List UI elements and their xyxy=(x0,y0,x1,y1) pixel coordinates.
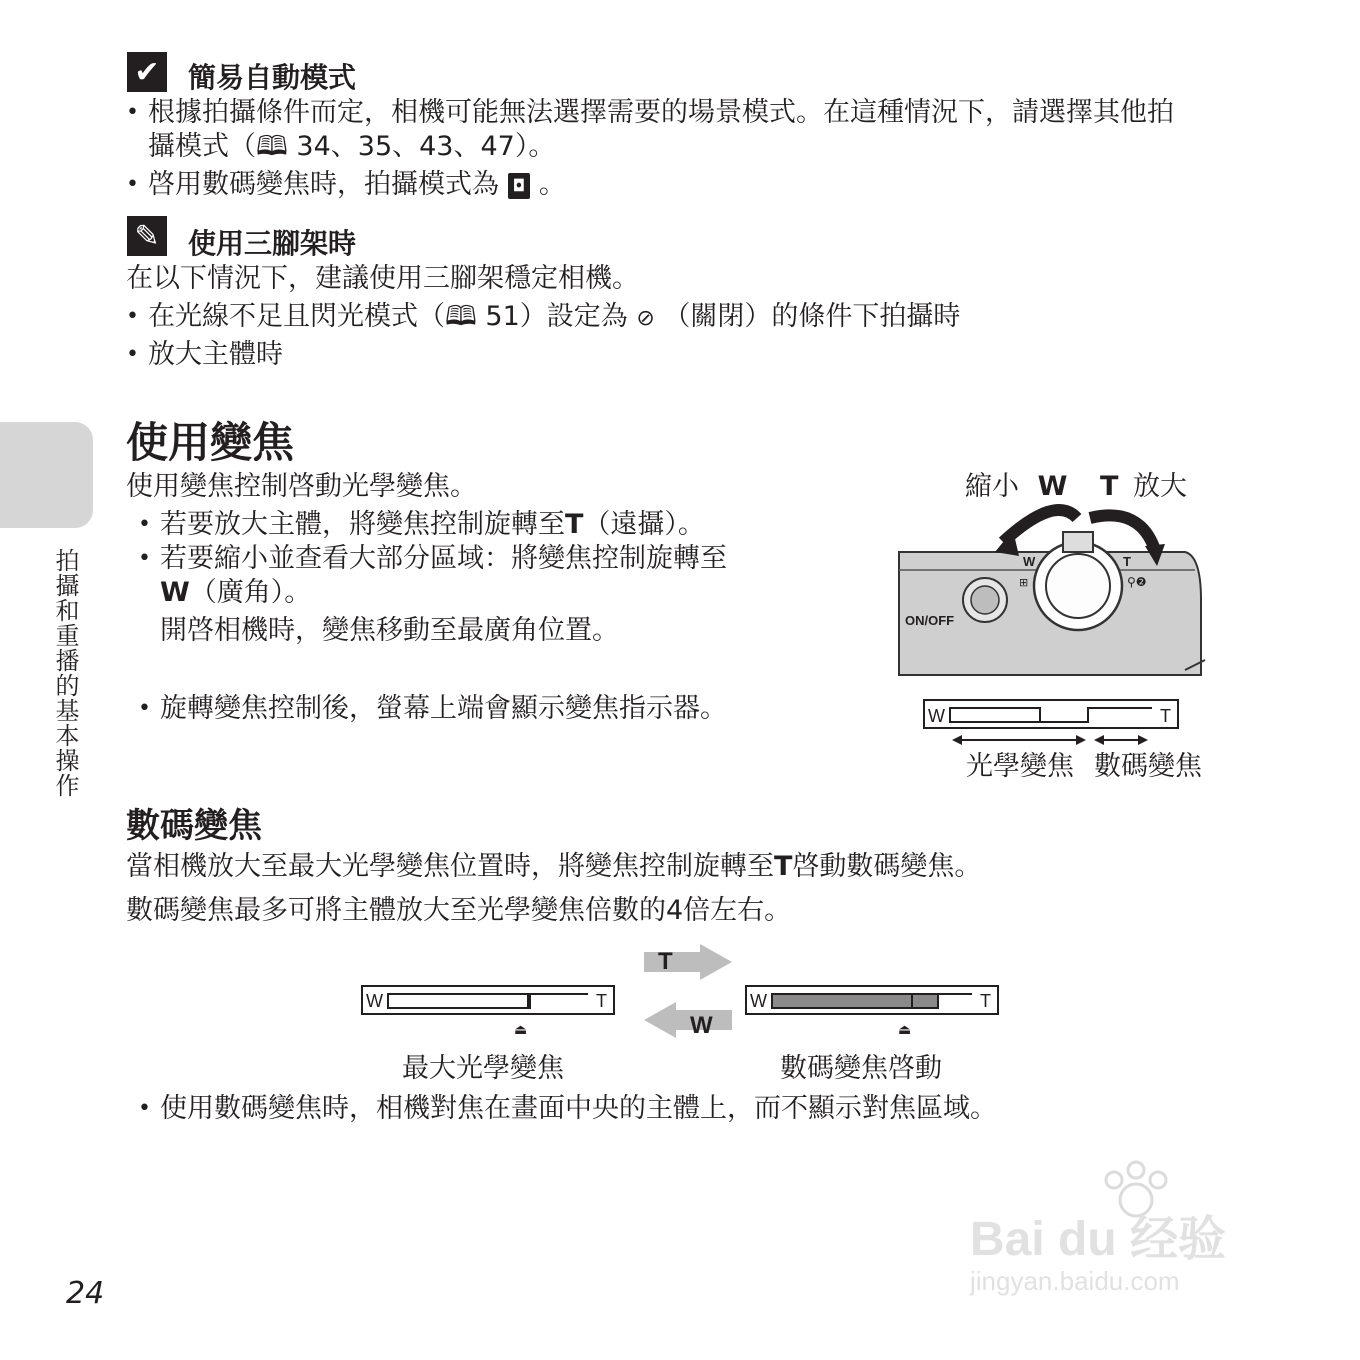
zoom-bullet-1 xyxy=(160,508,705,542)
digital-zoom-active-label: 數碼變焦啓動 xyxy=(780,1053,942,1084)
zoom-intro: 使用變焦控制啓動光學變焦。 xyxy=(126,471,477,502)
note1-bullet-1-line2: 攝模式（🕮 34、35、43、47）。 xyxy=(148,131,556,162)
tele-symbol: T xyxy=(565,509,584,540)
note1-bullet-2-end: 。 xyxy=(538,169,566,200)
zoom-out-text: 縮小 xyxy=(965,471,1019,502)
svg-text:⚲❷: ⚲❷ xyxy=(1127,575,1147,589)
svg-text:T: T xyxy=(596,991,607,1011)
watermark-brand: Bai du 经验 xyxy=(970,1213,1227,1266)
arrow-W-label: W xyxy=(690,1012,713,1039)
section-title-digital-zoom: 數碼變焦 xyxy=(126,806,262,846)
note1-bullet-2-text: 啓用數碼變焦時，拍攝模式為 xyxy=(148,169,499,200)
digital-zoom-figure xyxy=(360,944,1000,1044)
digital-tele-symbol: T xyxy=(774,851,793,882)
onoff-label: ON/OFF xyxy=(905,613,955,628)
svg-text:T: T xyxy=(980,991,991,1011)
checkmark-note-icon: ✔ xyxy=(127,52,167,92)
zoom-bullet-2-post: （廣角）。 xyxy=(189,577,312,608)
zoom-bullet-3: • 旋轉變焦控制後，螢幕上端會顯示變焦指示器。 xyxy=(160,692,727,726)
wide-symbol: W xyxy=(160,577,190,608)
chapter-label: 拍攝和重播的基本操作 xyxy=(51,548,79,798)
svg-text:⏏: ⏏ xyxy=(514,1022,528,1038)
note-title-tripod: 使用三腳架時 xyxy=(188,227,357,260)
svg-text:⊞: ⊞ xyxy=(1019,576,1029,589)
svg-text:W: W xyxy=(750,991,767,1011)
note2-bullet-1-pre: 在光線不足且閃光模式（🕮 51）設定為 xyxy=(148,301,628,332)
zoom-bullet-1-pre: 若要放大主體，將變焦控制旋轉至 xyxy=(160,509,565,540)
camera-top-illustration xyxy=(895,500,1215,690)
zoom-in-text: 放大 xyxy=(1133,471,1188,502)
digital-para-1 xyxy=(126,850,981,884)
watermark-url: jingyan.baidu.com xyxy=(970,1266,1180,1296)
svg-text:T: T xyxy=(1160,706,1171,726)
flash-off-icon: ⊘ xyxy=(636,306,655,331)
baidu-watermark xyxy=(966,1160,1286,1310)
digital-bullet: • 使用數碼變焦時，相機對焦在畫面中央的主體上，而不顯示對焦區域。 xyxy=(160,1092,997,1126)
svg-text:T: T xyxy=(1123,554,1131,569)
note2-bullet-1 xyxy=(148,300,960,336)
zoom-out-W: W xyxy=(1037,471,1068,502)
chapter-tab xyxy=(0,422,93,528)
pencil-note-icon: ✎ xyxy=(127,216,167,256)
page-number: 24 xyxy=(66,1276,105,1311)
note-title-easy-auto: 簡易自動模式 xyxy=(188,61,357,94)
section-title-zoom: 使用變焦 xyxy=(126,418,295,467)
zoom-bullet-2-line2 xyxy=(160,576,311,610)
digital-para-1-post: 啓動數碼變焦。 xyxy=(792,851,982,882)
svg-text:W: W xyxy=(928,706,945,726)
zoom-indicator-figure xyxy=(922,698,1182,758)
note2-bullet-1-post: （關閉）的條件下拍攝時 xyxy=(663,301,961,332)
optical-zoom-label: 光學變焦 xyxy=(966,751,1074,782)
digital-para-2: 數碼變焦最多可將主體放大至光學變焦倍數的4倍左右。 xyxy=(126,895,792,926)
digital-para-1-pre: 當相機放大至最大光學變焦位置時，將變焦控制旋轉至 xyxy=(126,851,774,882)
note2-bullet-2: • 放大主體時 xyxy=(148,338,283,372)
zoom-bullet-2-line3: 開啓相機時，變焦移動至最廣角位置。 xyxy=(160,615,619,646)
note1-bullet-2 xyxy=(148,168,566,202)
arrow-T-label: T xyxy=(658,948,673,975)
zoom-in-label xyxy=(1100,470,1187,504)
svg-text:W: W xyxy=(1023,554,1036,569)
zoom-in-T: T xyxy=(1100,471,1119,502)
camera-mode-icon: ◘ xyxy=(508,173,531,199)
note2-intro: 在以下情況下，建議使用三腳架穩定相機。 xyxy=(126,263,639,294)
zoom-bullet-1-post: （遠攝）。 xyxy=(583,509,705,540)
max-optical-zoom-label: 最大光學變焦 xyxy=(402,1053,564,1084)
digital-zoom-label: 數碼變焦 xyxy=(1094,751,1202,782)
note1-bullet-1-line1: • 根據拍攝條件而定，相機可能無法選擇需要的場景模式。在這種情況下，請選擇其他拍 xyxy=(148,96,1174,130)
svg-text:⏏: ⏏ xyxy=(898,1022,912,1038)
zoom-bullet-2-line1: • 若要縮小並查看大部分區域：將變焦控制旋轉至 xyxy=(160,542,727,576)
zoom-out-label xyxy=(965,470,1067,504)
svg-text:W: W xyxy=(366,991,383,1011)
